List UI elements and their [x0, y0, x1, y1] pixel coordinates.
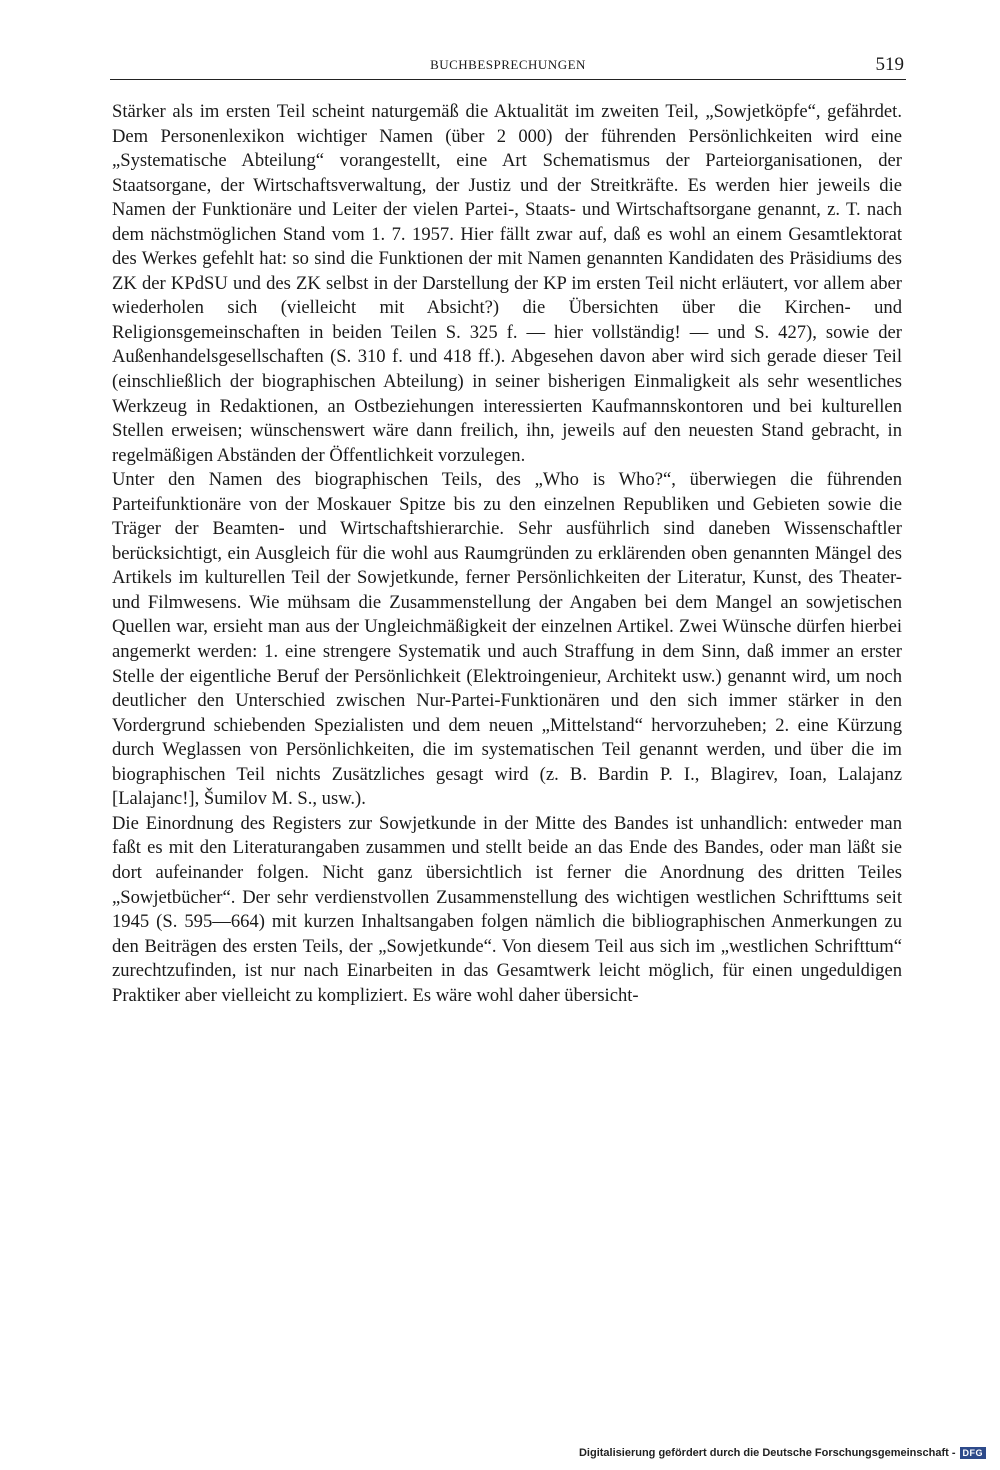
paragraph-1: Stärker als im ersten Teil scheint naturgemäß die Aktualität im zweiten Teil, „Sowjetköpfe“, gefährdet. Dem Personenlexikon wichtiger Namen (über 2 000) der führenden Persönlichkeiten wird eine „Systematische Abteilung“ vorangestellt, eine Art Schematismus der Parteiorganisationen, der Staatsorgane, der Wirtschaftsverwaltung, der Justiz und der Streitkräfte. Es werden hier jeweils die Namen der Funktionäre und Leiter der vielen Partei-, Staats- und Wirtschaftsorgane genannt, z. T. nach dem nächstmöglichen Stand vom 1. 7. 1957. Hier fällt zwar auf, daß es wohl an einem Gesamtlektorat des Werkes gefehlt hat: so sind die Funktionen der mit Namen genannten Kandidaten des Präsidiums des ZK der KPdSU und des ZK selbst in der Darstellung der KP im ersten Teil nicht erläutert, vor allem aber wiederholen sich (vielleicht mit Absicht?) die Übersichten über die Kirchen- und Religionsgemeinschaften in beiden Teilen S. 325 f. — hier vollständig! — und S. 427), sowie der Außenhandelsgesellschaften (S. 310 f. und 418 ff.). Abgesehen davon aber wird sich gerade dieser Teil (einschließlich der biographischen Abteilung) in seiner bisherigen Einmaligkeit als sehr wesentliches Werkzeug in Redaktionen, an Ostbeziehungen interessierten Kaufmannskontoren und bei kulturellen Stellen erweisen; wünschenswert wäre dann freilich, ihn, jeweils auf den neuesten Stand gebracht, in regelmäßigen Abständen der Öffentlichkeit vorzulegen. [112, 101, 902, 466]
page-number: 519 [875, 54, 904, 75]
digitization-footer [579, 1447, 986, 1459]
page-header [110, 54, 906, 80]
body-text [112, 100, 902, 1008]
paragraph-3: Die Einordnung des Registers zur Sowjetkunde in der Mitte des Bandes ist unhandlich: entweder man faßt es mit den Literaturangaben zusammen und stellt beide an das Ende des Bandes, oder man läßt sie dort aufeinander folgen. Nicht ganz übersichtlich ist ferner die Anordnung des dritten Teiles „Sowjetbücher“. Der sehr verdienstvollen Zusammenstellung des wichtigen westlichen Schrifttums seit 1945 (S. 595—664) mit kurzen Inhaltsangaben folgen nämlich die bibliographischen Anmerkungen zu den Beiträgen des ersten Teils, der „Sowjetkunde“. Von diesem Teil aus sich im „westlichen Schrifttum“ zurechtzufinden, ist nur nach Einarbeiten in das Gesamtwerk leicht möglich, für einen ungeduldigen Praktiker aber vielleicht zu kompliziert. Es wäre wohl daher übersicht- [112, 812, 902, 1006]
footer-text: Digitalisierung gefördert durch die Deutsche Forschungsgemeinschaft - [578, 1447, 956, 1459]
running-head: BUCHBESPRECHUNGEN [430, 57, 586, 72]
paragraph-2: Unter den Namen des biographischen Teils, des „Who is Who?“, überwiegen die führenden Parteifunktionäre von der Moskauer Spitze bis zu den einzelnen Republiken und Gebieten sowie die Träger der Beamten- und Wirtschaftshierarchie. Sehr ausführlich sind daneben Wissenschaftler berücksichtigt, ein Ausgleich für die wohl aus Raumgründen zu erklärenden oben genannten Mängel des Artikels im kulturellen Teil der Sowjetkunde, ferner Persönlichkeiten der Literatur, Kunst, des Theater- und Filmwesens. Wie mühsam die Zusammenstellung der Angaben bei dem Mangel an sowjetischen Quellen war, ersieht man aus der Ungleichmäßigkeit der einzelnen Artikel. Zwei Wünsche dürfen hierbei angemerkt werden: 1. eine strengere Systematik und auch Straffung in dem Sinn, daß immer an erster Stelle der eigentliche Beruf der Persönlichkeit (Elektroingenieur, Architekt usw.) genannt wird, um noch deutlicher den Unterschied zwischen Nur-Partei-Funktionären und den sich immer stärker in den Vordergrund schiebenden Spezialisten und dem neuen „Mittelstand“ hervorzuheben; 2. eine Kürzung durch Weglassen von Persönlichkeiten, die im systematischen Teil genannt werden, und über die im biographischen Teil nichts Zusätzliches gesagt wird (z. B. Bardin P. I., Blagirev, Ioan, Lalajanz [Lalajanc!], Šumilov M. S., usw.). [112, 469, 902, 810]
dfg-logo: DFG [960, 1447, 987, 1459]
